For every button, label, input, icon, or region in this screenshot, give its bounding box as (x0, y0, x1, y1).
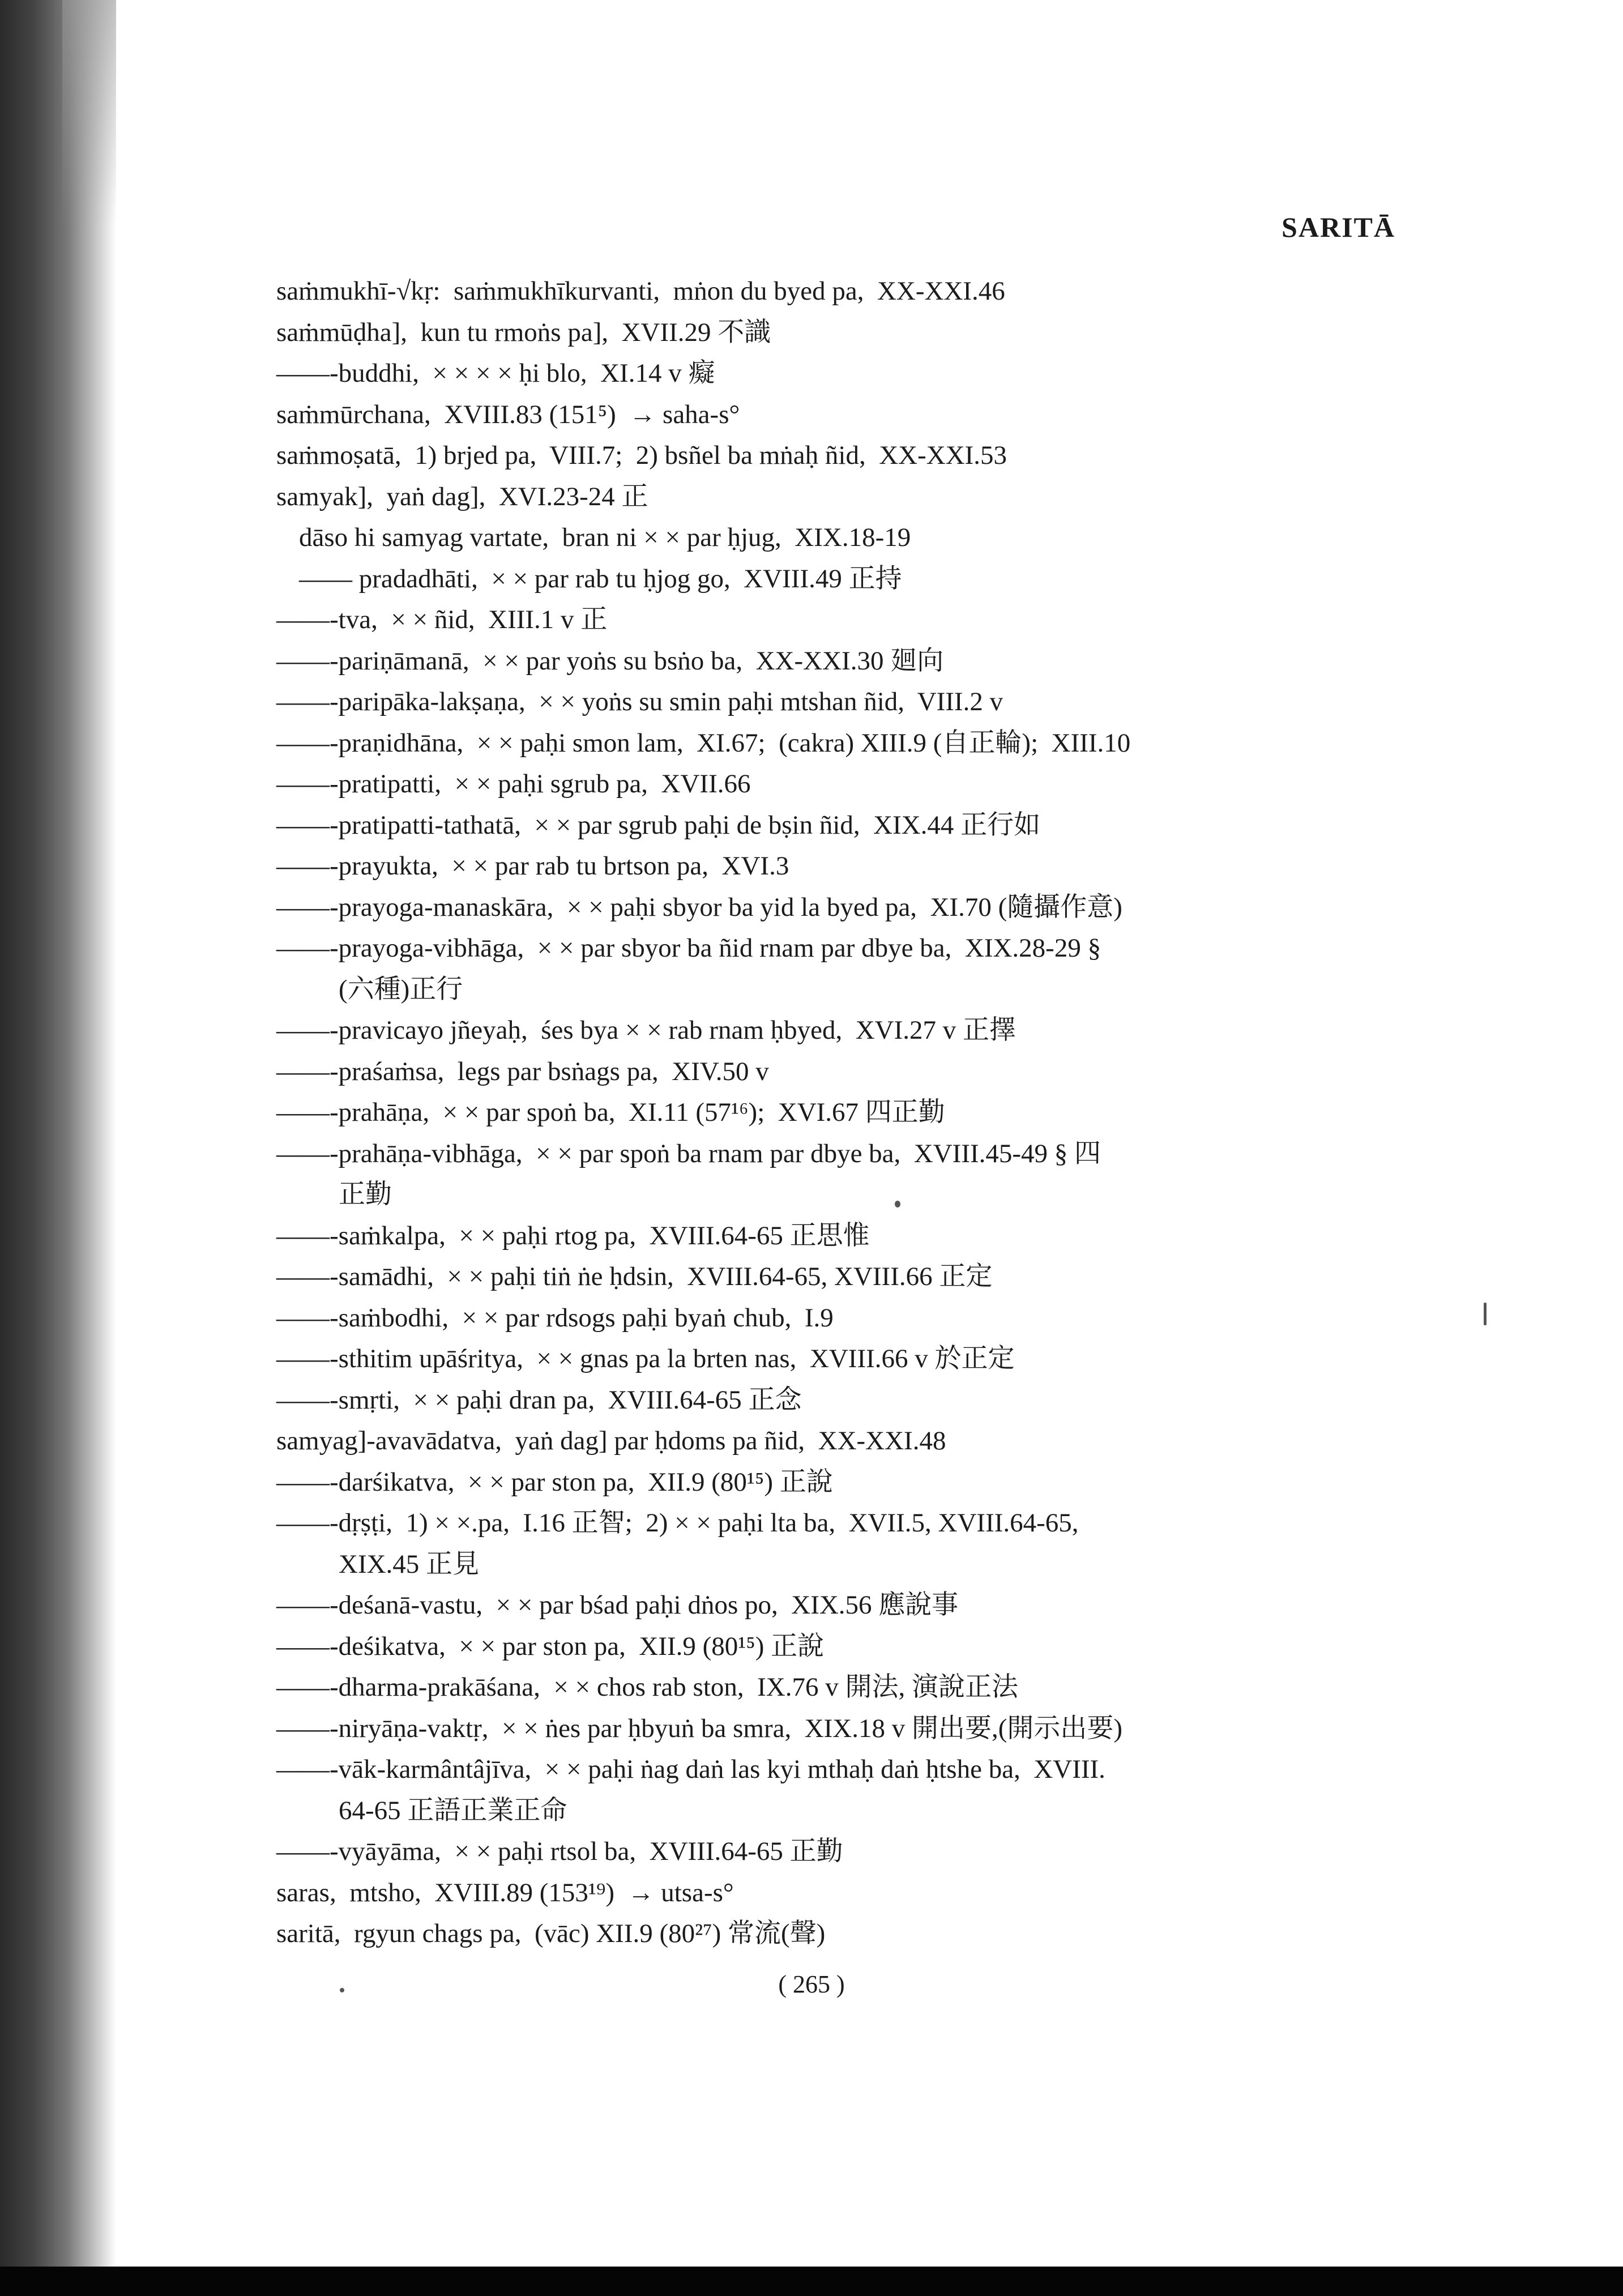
entry-line: ——-dṛṣṭi, 1) × ×.pa, I.16 正智; 2) × × paḥi lta ba, XVII.5, XVIII.64-65, (276, 1508, 1079, 1538)
page-header-title: SARITĀ (1282, 211, 1395, 243)
entry-line: ——-pravicayo jñeyaḥ, śes bya × × rab rnam ḥbyed, XVI.27 v 正擇 (276, 1015, 1016, 1045)
entry-line: ——-prayoga-vibhāga, × × par sbyor ba ñid rnam par dbye ba, XIX.28-29 § (276, 933, 1101, 963)
entry-line: ——-prayukta, × × par rab tu brtson pa, XVI.3 (276, 851, 789, 881)
scan-shadow-bottom (0, 2267, 1623, 2296)
entry-line: ——-pratipatti-tathatā, × × par sgrub paḥi de bṣin ñid, XIX.44 正行如 (276, 810, 1041, 840)
entry-line: ——-buddhi, × × × × ḥi blo, XI.14 v 癡 (276, 359, 715, 388)
entry-line: ——-praśaṁsa, legs par bsṅags pa, XIV.50 v (276, 1056, 769, 1086)
entry-line: ——-pariṇāmanā, × × par yoṅs su bsṅo ba, XX-XXI.30 廻向 (276, 646, 944, 676)
entry-line: ——-tva, × × ñid, XIII.1 v 正 (276, 605, 608, 634)
entry-line: —— pradadhāti, × × par rab tu ḥjog go, XVIII.49 正持 (299, 564, 902, 594)
entry-line: ——-niryāṇa-vaktṛ, × × ṅes par ḥbyuṅ ba smra, XIX.18 v 開出要,(開示出要) (276, 1713, 1123, 1743)
entry-line: saṁmūrchana, XVIII.83 (151⁵) → saha-s° (276, 399, 740, 429)
entry-line: ——-dharma-prakāśana, × × chos rab ston, IX.76 v 開法, 演說正法 (276, 1672, 1018, 1702)
entry-line: saṁmūḍha], kun tu rmoṅs pa], XVII.29 不識 (276, 317, 771, 347)
entry-line: ——-pratipatti, × × paḥi sgrub pa, XVII.66 (276, 769, 751, 799)
entry-line: ——-prayoga-manaskāra, × × paḥi sbyor ba yid la byed pa, XI.70 (隨攝作意) (276, 892, 1122, 922)
entry-line: ——-samādhi, × × paḥi tiṅ ṅe ḥdsin, XVIII.64-65, XVIII.66 正定 (276, 1262, 993, 1291)
entry-line: saritā, rgyun chags pa, (vāc) XII.9 (80²⁷) 常流(聲) (276, 1919, 826, 1948)
entry-line: samyak], yaṅ dag], XVI.23-24 正 (276, 481, 648, 511)
entry-line: samyag]-avavādatva, yaṅ dag] par ḥdoms pa ñid, XX-XXI.48 (276, 1426, 946, 1456)
entry-line: ——-deśikatva, × × par ston pa, XII.9 (80¹⁵) 正說 (276, 1631, 825, 1661)
entry-line: 正勤 (339, 1180, 392, 1209)
scan-speck (340, 1988, 344, 1992)
entry-line: ——-vāk-karmântâjīva, × × paḥi ṅag daṅ las kyi mthaḥ daṅ ḥtshe ba, XVIII. (276, 1755, 1105, 1784)
entry-line: ——-praṇidhāna, × × paḥi smon lam, XI.67; (cakra) XIII.9 (自正輪); XIII.10 (276, 728, 1131, 758)
entry-line: ——-sthitim upāśritya, × × gnas pa la brten nas, XVIII.66 v 於正定 (276, 1344, 1015, 1373)
entry-line: ——-prahāṇa, × × par spoṅ ba, XI.11 (57¹⁶); XVI.67 四正勤 (276, 1098, 945, 1127)
entry-line: (六種)正行 (339, 974, 463, 1004)
entry-line: ——-darśikatva, × × par ston pa, XII.9 (80¹⁵) 正說 (276, 1467, 833, 1497)
entry-line: saṁmoṣatā, 1) brjed pa, VIII.7; 2) bsñel ba mṅaḥ ñid, XX-XXI.53 (276, 441, 1007, 470)
entry-line: ——-paripāka-lakṣaṇa, × × yoṅs su smin paḥi mtshan ñid, VIII.2 v (276, 687, 1003, 716)
scan-speck (895, 1201, 900, 1207)
entry-line: 64-65 正語正業正命 (339, 1795, 567, 1825)
entry-line: ——-deśanā-vastu, × × par bśad paḥi dṅos po, XIX.56 應說事 (276, 1590, 959, 1620)
scan-fringe (62, 0, 116, 227)
entry-line: saras, mtsho, XVIII.89 (153¹⁹) → utsa-s° (276, 1877, 734, 1907)
entry-line: XIX.45 正見 (339, 1549, 480, 1579)
entry-line: ——-smṛti, × × paḥi dran pa, XVIII.64-65 正念 (276, 1385, 802, 1415)
entry-line: ——-saṁbodhi, × × par rdsogs paḥi byaṅ chub, I.9 (276, 1303, 834, 1333)
entry-line: ——-vyāyāma, × × paḥi rtsol ba, XVIII.64-65 正勤 (276, 1837, 843, 1866)
dictionary-entries (276, 271, 1403, 1954)
entry-line: ——-saṁkalpa, × × paḥi rtog pa, XVIII.64-65 正思惟 (276, 1220, 870, 1251)
page-number: ( 265 ) (778, 1970, 845, 1998)
entry-line: saṁmukhī-√kṛ: saṁmukhīkurvanti, mṅon du byed pa, XX-XXI.46 (276, 276, 1005, 306)
entry-line: ——-prahāṇa-vibhāga, × × par spoṅ ba rnam par dbye ba, XVIII.45-49 § 四 (276, 1138, 1101, 1168)
scan-shadow-left (0, 0, 116, 2296)
entry-line: dāso hi samyag vartate, bran ni × × par ḥjug, XIX.18-19 (299, 523, 911, 552)
scan-speck (1484, 1303, 1487, 1325)
